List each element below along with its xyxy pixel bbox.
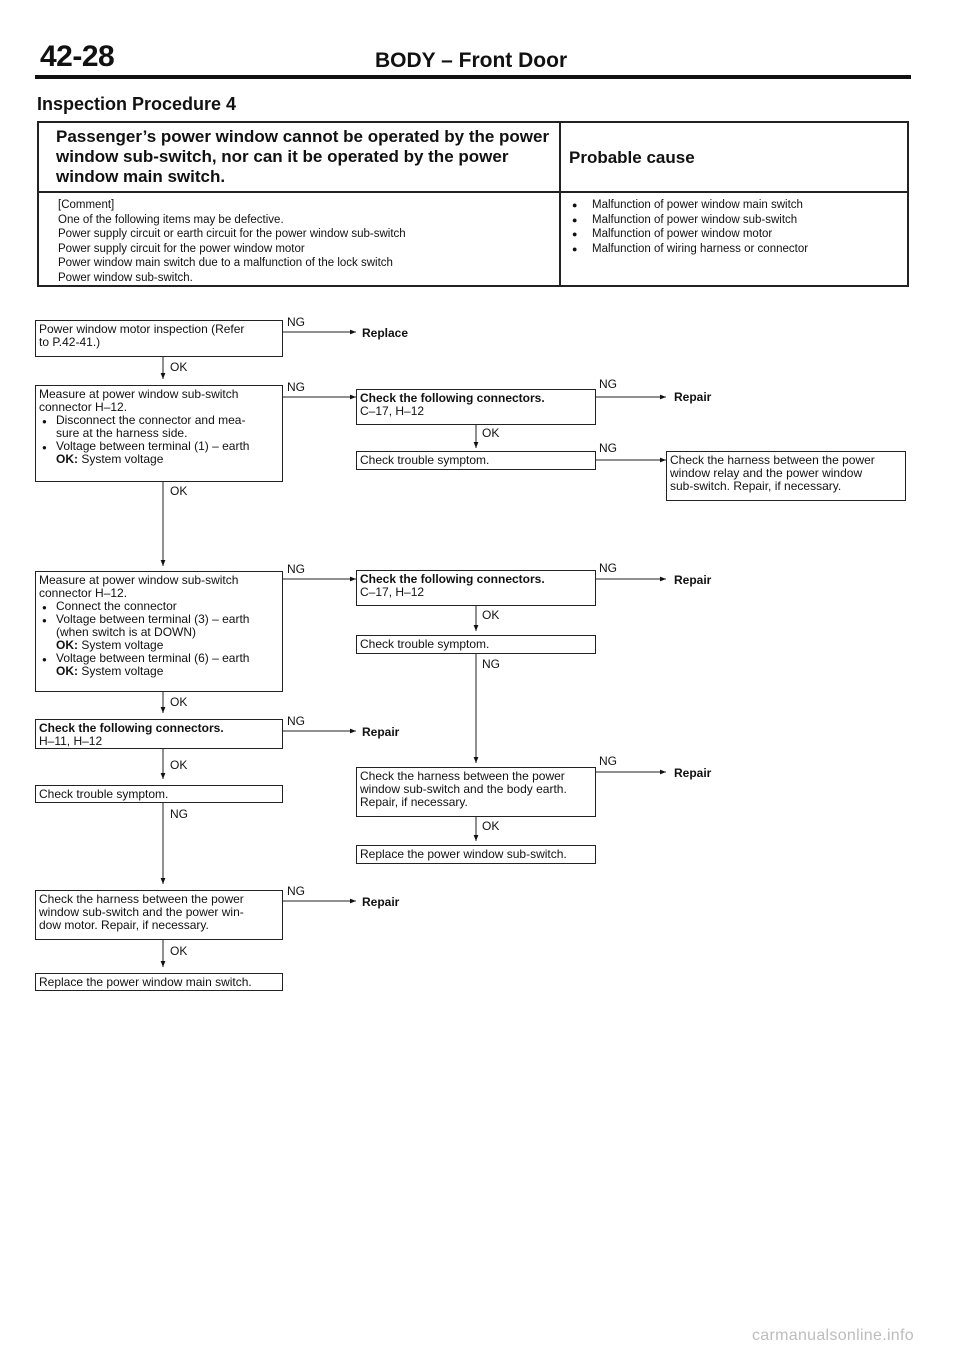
comment-line: Power supply circuit for the power window motor (58, 242, 305, 255)
step-text: Check the following connectors. (360, 572, 545, 586)
ok-value: System voltage (81, 664, 164, 678)
ng-label: NG (170, 807, 188, 821)
cause-item: ● Malfunction of wiring harness or connector (570, 242, 900, 257)
ok-condition (39, 665, 279, 678)
page-title: BODY – Front Door (375, 49, 568, 72)
ng-label: NG (482, 657, 500, 671)
step-text: Power window motor inspection (Refer (39, 322, 245, 336)
ng-label: NG (287, 714, 305, 728)
step-text: H–11, H–12 (39, 734, 103, 748)
ng-label: NG (287, 315, 305, 329)
step-check-trouble-symptom (35, 785, 283, 803)
step-check-connectors-h11-h12 (35, 719, 283, 749)
step-text: Measure at power window sub-switch (39, 573, 239, 587)
step-check-connectors-c17-h12 (356, 570, 596, 606)
step-text: C–17, H–12 (360, 585, 425, 599)
page-number: 42-28 (40, 40, 115, 73)
cause-item: ● Malfunction of power window sub-switch (570, 213, 900, 228)
step-text: Check trouble symptom. (39, 787, 169, 801)
step-text: Check the following connectors. (360, 391, 545, 405)
ng-label: NG (287, 380, 305, 394)
cause-item: ● Malfunction of power window motor (570, 227, 900, 242)
bullet-item: ● Voltage between terminal (6) – earth (39, 652, 279, 665)
step-replace-sub-switch (356, 845, 596, 864)
ok-label: OK (482, 819, 500, 833)
step-text: Repair, if necessary. (360, 795, 468, 809)
step-text: window sub-switch and the power win- (39, 905, 244, 919)
bullet-continuation: (when switch is at DOWN) (56, 625, 197, 639)
step-check-connectors-c17-h12 (356, 389, 596, 425)
ok-value: System voltage (81, 452, 164, 466)
cause-item: ● Malfunction of power window main switch (570, 198, 900, 213)
ng-label: NG (599, 561, 617, 575)
ok-condition (39, 453, 279, 466)
bullet-item: ● Voltage between terminal (1) – earth (39, 440, 279, 453)
ok-label: OK (170, 944, 188, 958)
step-text: Replace the power window sub-switch. (360, 847, 567, 861)
ok-label: OK (482, 608, 500, 622)
comment-line: [Comment] (58, 199, 115, 211)
step-check-harness-relay (666, 451, 906, 501)
section-title: Inspection Procedure 4 (37, 94, 237, 114)
step-text: to P.42-41.) (39, 335, 101, 349)
step-text: Check trouble symptom. (360, 637, 490, 651)
result-replace: Replace (362, 326, 409, 340)
symptom-text: Passenger’s power window cannot be operated by the power window sub-switch, nor can it be operated by the power window main switch. (56, 127, 550, 186)
ng-label: NG (287, 562, 305, 576)
step-text: Check the harness between the power (39, 892, 244, 906)
ng-label: NG (599, 754, 617, 768)
step-measure-terminals-3-6 (35, 571, 283, 692)
ok-label: OK (170, 695, 188, 709)
ok-label: OK (170, 360, 188, 374)
step-text: connector H–12. (39, 400, 128, 414)
step-text: sub-switch. Repair, if necessary. (670, 479, 842, 493)
bullet-continuation: sure at the harness side. (56, 426, 188, 440)
step-check-harness-earth (356, 767, 596, 817)
comment-line: Power window main switch due to a malfunction of the lock switch (58, 257, 393, 269)
comment-line: Power supply circuit or earth circuit for the power window sub-switch (58, 228, 406, 240)
ng-label: NG (599, 377, 617, 391)
step-text: window sub-switch and the body earth. (360, 782, 567, 796)
ok-label: OK: (56, 664, 78, 678)
ok-label: OK: (56, 452, 78, 466)
result-repair: Repair (674, 766, 712, 780)
step-check-trouble-symptom (356, 635, 596, 654)
bullet-item: ● Connect the connector (39, 600, 279, 613)
comment-line: One of the following items may be defective. (58, 213, 284, 226)
ok-label: OK (170, 758, 188, 772)
step-text: window relay and the power window (670, 466, 863, 480)
bullet-item: ● Voltage between terminal (3) – earth (39, 613, 279, 626)
bullet-item: ● Disconnect the connector and mea- (39, 414, 279, 427)
step-text: connector H–12. (39, 586, 128, 600)
ok-label: OK (170, 484, 188, 498)
step-text: Replace the power window main switch. (39, 975, 252, 989)
result-repair: Repair (362, 895, 400, 909)
step-text: C–17, H–12 (360, 404, 425, 418)
step-text: Check trouble symptom. (360, 453, 490, 467)
ng-label: NG (599, 441, 617, 455)
step-text: Check the harness between the power (360, 769, 565, 783)
probable-cause-heading: Probable cause (569, 148, 695, 167)
ok-label: OK (482, 426, 500, 440)
result-repair: Repair (674, 390, 712, 404)
comment-line: Power window sub-switch. (58, 271, 193, 284)
step-text: Measure at power window sub-switch (39, 387, 239, 401)
step-measure-terminal-1 (35, 385, 283, 482)
step-replace-main-switch (35, 973, 283, 991)
step-motor-inspection (35, 320, 283, 357)
result-repair: Repair (362, 725, 400, 739)
step-check-harness-motor (35, 890, 283, 940)
step-text: Check the harness between the power (670, 453, 875, 467)
ng-label: NG (287, 884, 305, 898)
result-repair: Repair (674, 573, 712, 587)
step-text: Check the following connectors. (39, 721, 224, 735)
watermark: carmanualsonline.info (752, 1327, 914, 1344)
step-check-trouble-symptom (356, 451, 596, 470)
ok-value: System voltage (81, 638, 164, 652)
step-text: dow motor. Repair, if necessary. (39, 918, 209, 932)
ok-label: OK: (56, 638, 78, 652)
